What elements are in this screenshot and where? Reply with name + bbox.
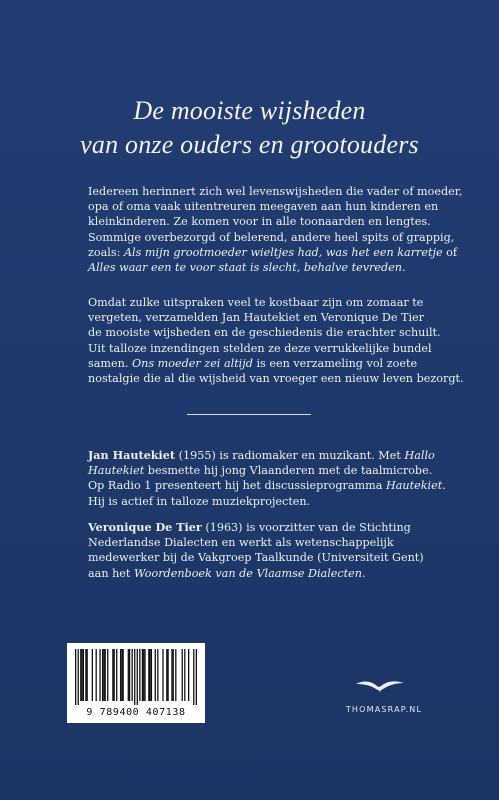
text-line [88, 463, 433, 478]
barcode-bar [137, 649, 138, 705]
barcode-bar [103, 649, 104, 701]
italic-text: Als mijn grootmoeder wieltjes had, was het een karretje [123, 245, 443, 259]
bold-text: Veronique De Tier [88, 520, 202, 534]
barcode-bar [151, 649, 152, 701]
text-run: nostalgie die al die wijsheid van vroeger een nieuw leven bezorgt. [88, 372, 464, 386]
headline-line-2: van onze ouders en grootouders [80, 130, 419, 159]
barcode-bar [149, 649, 150, 701]
barcode-bar [129, 649, 130, 701]
headline-line-1: De mooiste wijsheden [133, 96, 366, 125]
text-line [88, 478, 446, 493]
text-run: is een verzameling vol zoete [252, 356, 418, 370]
barcode-bar [184, 649, 185, 701]
text-run: Hij is actief in talloze muziekprojecten. [88, 494, 311, 508]
text-run: (1955) is radiomaker en muzikant. Met [175, 449, 405, 462]
barcode-bar [102, 649, 103, 701]
bold-text: Jan Hautekiet [88, 448, 176, 462]
barcode-bar [96, 649, 97, 701]
barcode-bar [134, 649, 135, 705]
barcode-bar [81, 649, 82, 701]
text-line [88, 245, 458, 260]
barcode-bar [78, 649, 79, 705]
text-line [88, 260, 418, 275]
text-run: medewerker bij de Vakgroep Taalkunde (Universiteit Gent) [88, 551, 424, 565]
text-run: opa of oma vaak uitentreuren meegaven aan hun kinderen en [88, 200, 439, 214]
text-run: kleinkinderen. Ze komen voor in alle toonaarden en lengtes. [88, 215, 431, 229]
barcode-bar [107, 649, 108, 701]
text-run: Uit talloze inzendingen stelden ze deze verrukkelijke bundel [88, 341, 432, 355]
italic-text: Woordenboek van de Vlaamse Dialecten [133, 566, 362, 580]
isbn-number: 9 789400 407138 [86, 707, 186, 718]
text-run: of [442, 245, 458, 259]
text-run: de mooiste wijsheden en de geschiedenis die erachter schuilt. [88, 326, 441, 340]
text-line [88, 494, 418, 509]
text-run: Op Radio 1 presenteert hij het discussieprogramma [88, 479, 386, 493]
barcode-bar [171, 649, 172, 701]
italic-text: Hautekiet [88, 464, 145, 478]
text-line [88, 535, 418, 550]
author-bio-jan-hautekiet [88, 448, 446, 509]
author-bio-veronique-de-tier [88, 520, 424, 581]
barcode-bar [87, 649, 88, 701]
text-line [88, 214, 431, 229]
text-run: . [362, 566, 366, 580]
text-line [88, 341, 432, 356]
barcode-bar [144, 649, 145, 701]
barcode-bar [173, 649, 174, 701]
text-line [88, 566, 418, 581]
divider-rule [187, 414, 311, 415]
barcode-bar [105, 649, 106, 701]
text-run: Omdat zulke uitspraken veel te kostbaar zijn om zomaar te [88, 296, 424, 309]
description-paragraph [88, 295, 464, 386]
barcode-bar [182, 649, 183, 701]
barcode-bar [112, 649, 113, 701]
barcode-bar [116, 649, 117, 701]
text-line [88, 295, 424, 310]
text-line [88, 448, 435, 463]
barcode-bar [142, 649, 143, 701]
text-run: aan het [88, 566, 134, 580]
barcode-bar [80, 649, 81, 701]
barcode-bar [128, 649, 129, 701]
barcode-bar [139, 649, 140, 701]
publisher-website: THOMASRAP.NL [345, 705, 423, 714]
text-run: samen. [88, 356, 132, 370]
barcode-bar [83, 649, 84, 701]
text-run: vergeten, verzamelden Jan Hautekiet en Veronique De Tier [88, 311, 425, 325]
barcode-bar [132, 649, 133, 701]
barcode-bar [92, 649, 93, 701]
barcode-bar [155, 649, 156, 701]
barcode-bar [188, 649, 189, 701]
text-line [88, 356, 418, 371]
text-run: Iedereen herinnert zich wel levenswijsheden die vader of moeder, [88, 185, 463, 198]
text-run: . [442, 479, 446, 493]
barcode-bar [167, 649, 168, 701]
barcode-bar [143, 649, 144, 701]
seagull-icon [355, 677, 405, 695]
text-line [88, 371, 464, 386]
text-run: zoals: [88, 245, 124, 259]
barcode-bar [123, 649, 124, 701]
barcode-bar [166, 649, 167, 701]
text-line [88, 520, 418, 535]
text-line [88, 230, 455, 245]
barcode-bar [157, 649, 158, 701]
barcode-bar [162, 649, 163, 701]
text-run: besmette hij jong Vlaanderen met de taalmicrobe. [144, 464, 433, 478]
barcode-bar [75, 649, 76, 705]
text-run: (1963) is voorzitter van de Stichting [201, 521, 411, 534]
italic-text: Hallo [404, 449, 435, 462]
isbn-barcode [67, 643, 205, 723]
barcode-bar [85, 649, 86, 701]
barcode-bars [75, 649, 197, 705]
text-run: Nederlandse Dialecten en werkt als wetenschappelijk [88, 536, 394, 550]
barcode-bar [148, 649, 149, 701]
barcode-bar [193, 649, 194, 705]
barcode-bar [99, 649, 100, 701]
text-line [88, 325, 441, 340]
italic-text: Ons moeder zei altijd [131, 356, 253, 370]
barcode-bar [121, 649, 122, 701]
text-line [88, 184, 463, 199]
intro-paragraph [88, 184, 463, 275]
barcode-bar [114, 649, 115, 701]
headline [0, 94, 499, 162]
italic-text: Alles waar een te voor staat is slecht, behalve tevreden. [88, 261, 406, 275]
barcode-bar [196, 649, 197, 705]
text-line [88, 310, 425, 325]
text-line [88, 550, 424, 565]
barcode-bar [120, 649, 121, 701]
italic-text: Hautekiet [385, 479, 443, 493]
text-line [88, 199, 439, 214]
barcode-bar [175, 649, 176, 701]
text-run: Sommige overbezorgd of belerend, andere heel spits of grappig, [88, 230, 455, 244]
